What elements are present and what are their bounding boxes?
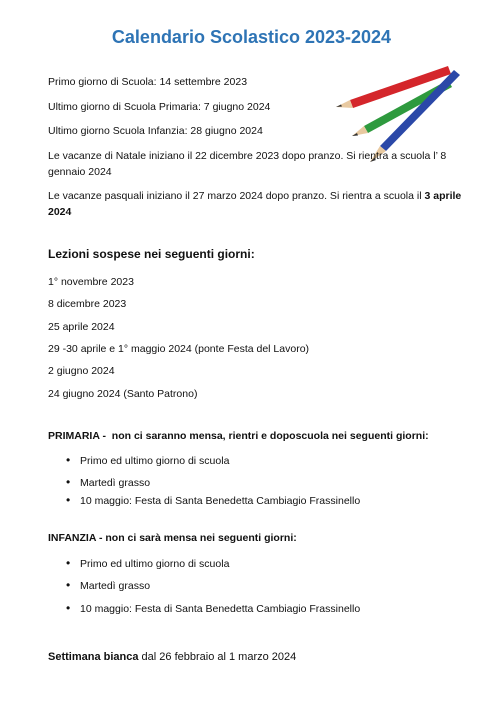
list-item — [66, 556, 229, 570]
suspended-day: 24 giugno 2024 (Santo Patrono) — [48, 388, 198, 400]
settimana-label: Settimana bianca — [48, 651, 139, 663]
easter-holiday-prefix: Le vacanze pasquali iniziano il 27 marzo 2024 dopo pranzo. Si rientra a scuola il — [48, 190, 425, 202]
list-item-label: Primo ed ultimo giorno di scuola — [80, 455, 230, 467]
last-day-primaria-text: Ultimo giorno di Scuola Primaria: 7 giugno 2024 — [48, 101, 271, 113]
list-item — [66, 475, 150, 489]
bullet-icon: • — [66, 453, 71, 467]
suspended-day: 29 -30 aprile e 1° maggio 2024 (ponte Festa del Lavoro) — [48, 343, 310, 355]
last-day-infanzia-text: Ultimo giorno Scuola Infanzia: 28 giugno 2024 — [48, 125, 263, 137]
list-item — [66, 453, 229, 467]
list-item-label: Martedì grasso — [80, 477, 151, 489]
infanzia-text: non ci sarà mensa nei seguenti giorni: — [105, 532, 297, 544]
easter-return-date: 3 aprile 2024 — [48, 190, 462, 218]
primaria-text: non ci saranno mensa, rientri e doposcuola nei seguenti giorni: — [111, 430, 429, 442]
primaria-label: PRIMARIA - — [48, 430, 106, 442]
bullet-icon: • — [66, 493, 71, 507]
settimana-bianca-text — [48, 651, 296, 663]
primaria-heading — [48, 430, 429, 442]
list-item — [66, 578, 150, 592]
suspended-day: 2 giugno 2024 — [48, 365, 115, 377]
suspended-heading: Lezioni sospese nei seguenti giorni: — [48, 247, 255, 261]
list-item-label: 10 maggio: Festa di Santa Benedetta Cambiagio Frassinello — [80, 603, 361, 615]
settimana-dates: dal 26 febbraio al 1 marzo 2024 — [141, 651, 297, 663]
bullet-icon: • — [66, 475, 71, 489]
infanzia-label: INFANZIA - — [48, 532, 103, 544]
suspended-day: 25 aprile 2024 — [48, 321, 115, 333]
easter-holiday-text — [48, 188, 468, 220]
list-item — [66, 601, 360, 615]
bullet-icon: • — [66, 578, 71, 592]
page-title: Calendario Scolastico 2023-2024 — [111, 27, 392, 47]
bullet-icon: • — [66, 556, 71, 570]
list-item — [66, 493, 360, 507]
list-item-label: 10 maggio: Festa di Santa Benedetta Cambiagio Frassinello — [80, 495, 361, 507]
infanzia-heading — [48, 532, 297, 544]
list-item-label: Martedì grasso — [80, 580, 151, 592]
bullet-icon: • — [66, 601, 71, 615]
suspended-day: 8 dicembre 2023 — [48, 298, 127, 310]
christmas-holiday-text: Le vacanze di Natale iniziano il 22 dicembre 2023 dopo pranzo. Si rientra a scuola l’ 8 gennaio 2024 — [48, 150, 447, 178]
suspended-day: 1° novembre 2023 — [48, 276, 134, 288]
first-day-text: Primo giorno di Scuola: 14 settembre 2023 — [48, 76, 248, 88]
list-item-label: Primo ed ultimo giorno di scuola — [80, 558, 230, 570]
